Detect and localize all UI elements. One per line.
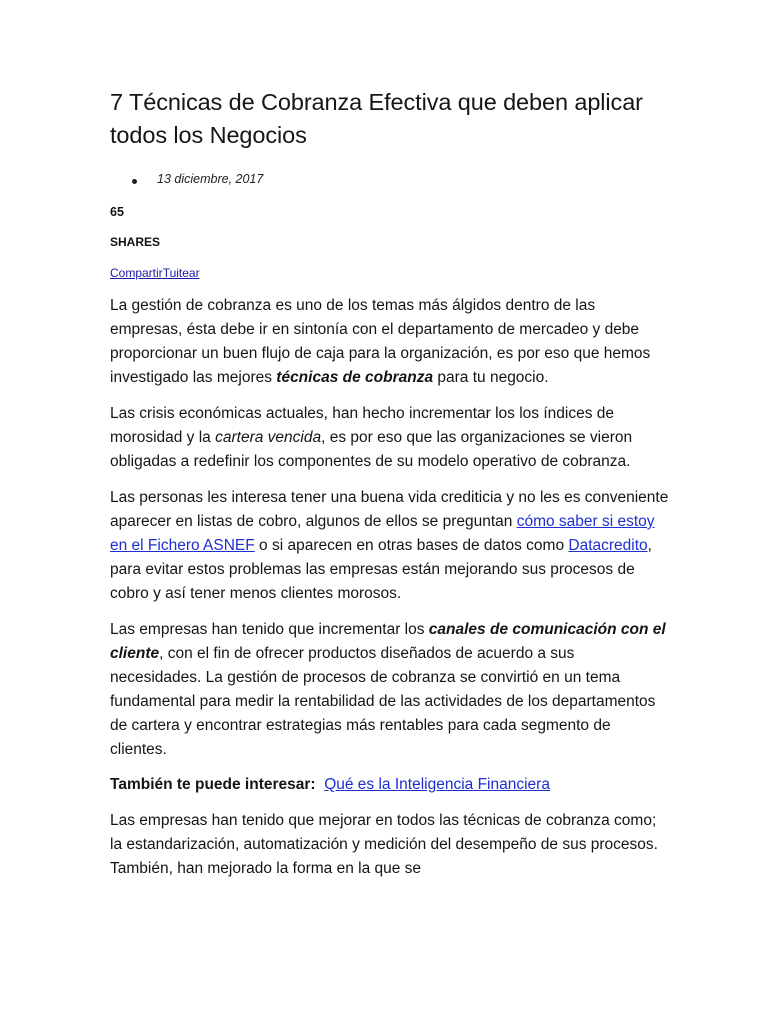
related-article: [110, 773, 670, 797]
shares-count: 65: [110, 205, 124, 219]
paragraph-4: [110, 618, 670, 762]
paragraph-text: , con el fin de ofrecer productos diseñados de acuerdo a sus necesidades. La gestión de procesos de cobranza se convirtió en un tema fundamental para medir la rentabilidad de las actividades de los departamentos de cartera y encontrar estrategias más rentables para cada segmento de clientes.: [110, 645, 656, 758]
emphasis-text: canales de comunicación con el cliente: [110, 621, 666, 662]
article-body: [110, 86, 670, 881]
paragraph-text: Las crisis económicas actuales, han hecho incrementar los los índices de morosidad y la: [110, 405, 615, 446]
paragraph-2: [110, 402, 670, 474]
paragraph-text: La gestión de cobranza es uno de los temas más álgidos dentro de las empresas, ésta debe ir en sintonía con el departamento de mercadeo y debe proporcionar un buen flujo de caja para la organización, es por eso que hemos investigado las mejores: [110, 297, 651, 386]
paragraph-text: Las personas les interesa tener una buena vida crediticia y no les es conveniente aparecer en listas de cobro, algunos de ellos se preguntan: [110, 489, 669, 530]
paragraph-text: Las empresas han tenido que incrementar los: [110, 621, 429, 638]
bullet-icon: [132, 179, 137, 184]
datacredito-link[interactable]: Datacredito: [568, 537, 648, 554]
paragraph-1: [110, 294, 670, 390]
asnef-link[interactable]: cómo saber si estoy en el Fichero ASNEF: [110, 513, 655, 554]
paragraph-6: Las empresas han tenido que mejorar en todos las técnicas de cobranza como; la estandarización, automatización y medición del desempeño de sus procesos. También, han mejorado la forma en la que se: [110, 812, 658, 877]
paragraph-text: para tu negocio.: [433, 369, 549, 386]
share-links: [110, 265, 670, 281]
tweet-link[interactable]: Tuitear: [162, 266, 200, 280]
publish-date: 13 diciembre, 2017: [157, 172, 264, 186]
share-link[interactable]: Compartir: [110, 266, 163, 280]
date-row: [110, 172, 670, 192]
paragraph-text: , es por eso que las organizaciones se vieron obligadas a redefinir los componentes de su modelo operativo de cobranza.: [110, 429, 633, 470]
paragraph-text: , para evitar estos problemas las empresas están mejorando sus procesos de cobro y así tener menos clientes morosos.: [110, 537, 652, 602]
shares-label: SHARES: [110, 235, 161, 249]
paragraph-text: o si aparecen en otras bases de datos como: [254, 537, 569, 554]
emphasis-text: cartera vencida: [215, 429, 322, 446]
article-title: 7 Técnicas de Cobranza Efectiva que deben aplicar todos los Negocios: [110, 89, 643, 148]
paragraph-3: [110, 486, 670, 606]
related-label: También te puede interesar:: [110, 776, 316, 793]
related-link[interactable]: Qué es la Inteligencia Financiera: [324, 776, 550, 793]
emphasis-text: técnicas de cobranza: [276, 369, 434, 386]
